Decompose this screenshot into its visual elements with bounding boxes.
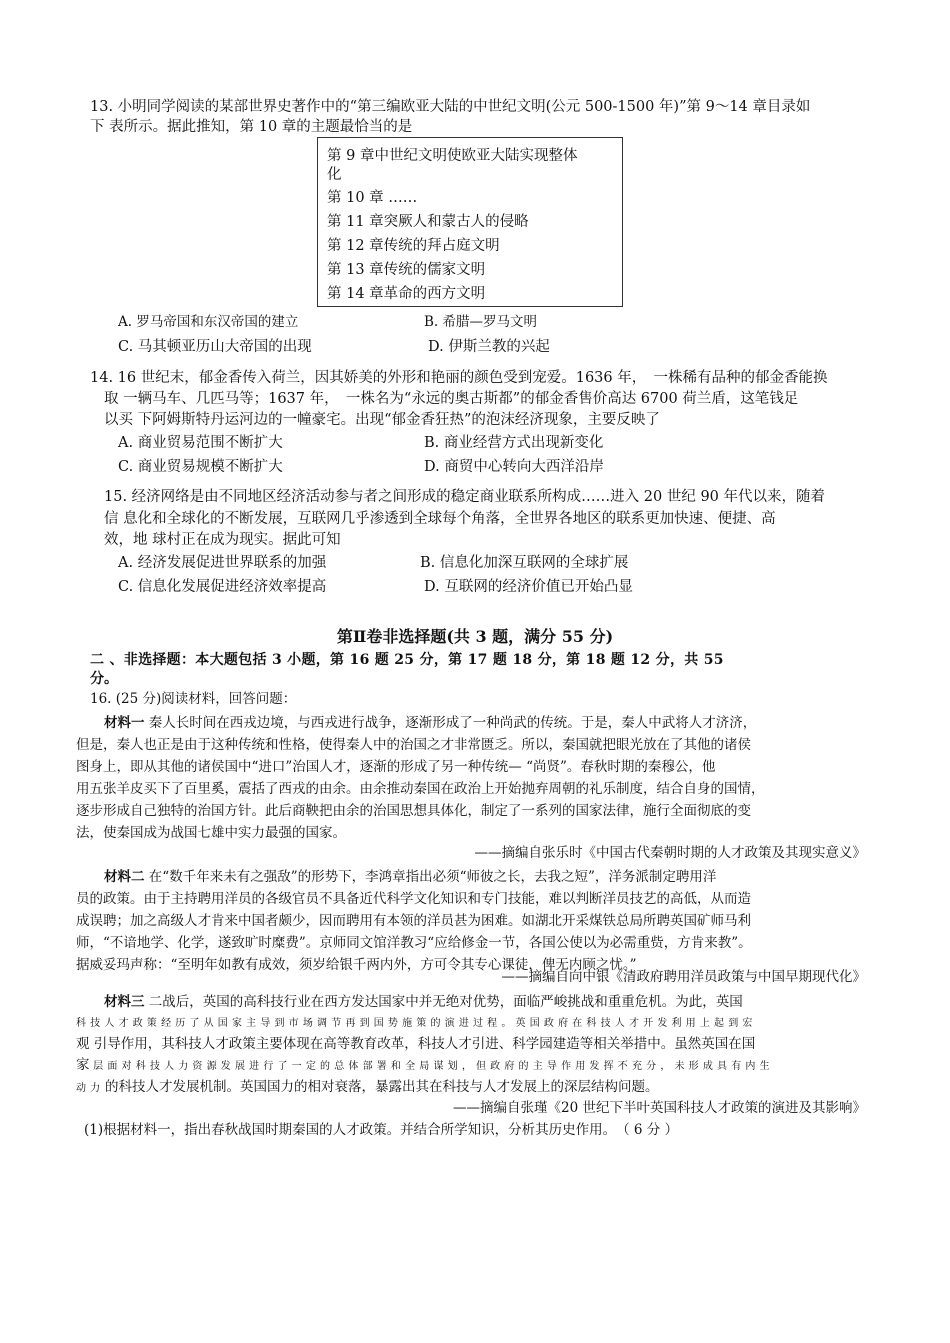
q14-option-a: A. 商业贸易范围不断扩大 — [118, 435, 283, 451]
q16-material-1-source: ——摘编自张乐时《中国古代秦朝时期的人才政策及其现实意义》 — [474, 845, 866, 861]
q16-material-1-line-5: 逐步形成自己独特的治国方针。此后商鞅把由余的治国思想具体化，制定了一系列的国家法律，施行全面彻底的变 — [76, 803, 751, 819]
material-text: 在“数千年来未有之强敌”的形势下，李鸿章指出必须“师彼之长，去我之短”，洋务派制定聘用洋 — [144, 869, 717, 885]
material-1-label: 材料一 — [104, 715, 145, 731]
section-2-title: 第Ⅱ卷非选择题(共 3 题，满分 55 分) — [336, 627, 614, 646]
q13-option-c: C. 马其顿亚历山大帝国的出现 — [118, 339, 312, 355]
q15-stem-line-2: 信 息化和全球化的不断发展，互联网几乎渗透到全球每个角落，全世界各地区的联系更加快速、便捷、高 — [104, 511, 776, 527]
toc-item: 化 — [327, 167, 342, 183]
q16-material-2-line-4: 师，“不谙地学、化学，遂致旷时糜费”。京师同文馆洋教习“应给修金一节，各国公使以为必需重赀，方肯来教”。 — [76, 935, 752, 951]
toc-item: 第 10 章 …… — [327, 190, 418, 206]
q16-material-3-source: ——摘编自张瑾《20 世纪下半叶英国科技人才政策的演进及其影响》 — [453, 1100, 866, 1116]
q15-option-c: C. 信息化发展促进经济效率提高 — [118, 579, 327, 595]
toc-item: 第 9 章中世纪文明使欧亚大陆实现整体 — [327, 148, 578, 164]
q13-table-of-contents — [317, 137, 623, 307]
q14-option-d: D. 商贸中心转向大西洋沿岸 — [424, 459, 604, 475]
toc-item: 第 14 章革命的西方文明 — [327, 286, 486, 302]
q16-material-2-line-3: 成误聘；加之高级人才肯来中国者颇少，因而聘用有本领的洋员甚为困难。如湖北开采煤铁总局所聘英国矿师马利 — [76, 913, 751, 929]
q14-stem-line-2: 取 一辆马车、几匹马等；1637 年， 一株名为“永远的奥古斯都”的郁金香售价高达 6700 荷兰盾，这笔钱足 — [104, 391, 799, 407]
material-text: 层 面 对 科 技 人 力 资 源 发 展 进 行 了 一 定 的 总 体 部 署 和 全 局 谋 划 ， 但 政 府 的 主 导 作 用 发 挥 不 充 分 ， 未 形 成 具 有 内 生 — [89, 1061, 771, 1072]
q16-material-3-line-3: 观 引导作用，其科技人才政策主要体现在高等教育改革，科技人才引进、科学园建造等相关举措中。虽然英国在国 — [76, 1036, 756, 1052]
q16-material-3-line-2: 科 技 人 才 政 策 经 历 了 从 国 家 主 导 到 市 场 调 节 再 到 国 势 施 策 的 演 进 过 程 。 英 国 政 府 在 科 技 人 才 开 发 利 用 上 起 到 宏 — [76, 1018, 753, 1029]
q16-material-1-line-2: 但是，秦人也正是由于这种传统和性格，使得秦人中的治国之才非常匮乏。所以，秦国就把眼光放在了其他的诸侯 — [76, 737, 751, 753]
q13-option-a: A. 罗马帝国和东汉帝国的建立 — [118, 314, 299, 330]
section-2-instruction-line-1: 二 、非选择题：本大题包括 3 小题，第 16 题 25 分，第 17 题 18 分，第 18 题 12 分，共 55 — [90, 652, 724, 668]
q15-option-d: D. 互联网的经济价值已开始凸显 — [424, 579, 633, 595]
q16-material-1-line-6: 法，使秦国成为战国七雄中实力最强的国家。 — [76, 825, 346, 841]
q14-option-c: C. 商业贸易规模不断扩大 — [118, 459, 283, 475]
material-2-label: 材料二 — [104, 869, 145, 885]
section-2-instruction-line-2: 分。 — [90, 671, 118, 687]
q13-stem-line-2: 下 表所示。据此推知，第 10 章的主题最恰当的是 — [90, 119, 413, 135]
q16-material-2-line-2: 员的政策。由于主持聘用洋员的各级官员不具备近代科学文化知识和专门技能，难以判断洋员技艺的高低，从而造 — [76, 891, 751, 907]
q16-material-1-line-3: 图身上，即从其他的诸侯国中“进口”治国人才，逐渐的形成了另一种传统— “尚贤”。春秋时期的秦穆公，他 — [76, 759, 716, 775]
q16-material-3-line-1 — [104, 992, 743, 1012]
material-text: 二战后，英国的高科技行业在西方发达国家中并无绝对优势，面临严峻挑战和重重危机。为此，英国 — [144, 994, 743, 1010]
toc-item: 第 12 章传统的拜占庭文明 — [327, 238, 500, 254]
material-3-label: 材料三 — [104, 994, 145, 1010]
q13-option-b: B. 希腊—罗马文明 — [424, 314, 538, 330]
q16-material-3-line-5 — [76, 1077, 658, 1099]
toc-item: 第 13 章传统的儒家文明 — [327, 262, 486, 278]
q16-material-2-line-1 — [104, 867, 716, 887]
material-text: 动 力 — [76, 1083, 101, 1094]
material-text: 家 — [76, 1057, 90, 1073]
toc-item: 第 11 章突厥人和蒙古人的侵略 — [327, 214, 529, 230]
q13-option-d: D. 伊斯兰教的兴起 — [428, 339, 550, 355]
q14-stem-line-3: 以买 下阿姆斯特丹运河边的一幢豪宅。出现“郁金香狂热”的泡沫经济现象，主要反映了 — [104, 412, 660, 428]
q16-material-1-line-1 — [104, 713, 756, 733]
q16-material-2-source: ——摘编自向中银《清政府聘用洋员政策与中国早期现代化》 — [501, 969, 866, 985]
q16-stem: 16. (25 分)阅读材料，回答问题： — [90, 691, 297, 707]
q15-option-b: B. 信息化加深互联网的全球扩展 — [420, 555, 629, 571]
q15-stem-line-3: 效，地 球村正在成为现实。据此可知 — [104, 532, 341, 548]
q13-stem-line-1: 13. 小明同学阅读的某部世界史著作中的“第三编欧亚大陆的中世纪文明(公元 500-1500 年)”第 9～14 章目录如 — [90, 99, 811, 115]
q15-option-a: A. 经济发展促进世界联系的加强 — [118, 555, 327, 571]
q16-sub-question-1: (1)根据材料一，指出春秋战国时期秦国的人才政策。并结合所学知识，分析其历史作用。 （ 6 分 ） — [84, 1122, 679, 1138]
material-text: 秦人长时间在西戎边境，与西戎进行战争，逐渐形成了一种尚武的传统。于是，秦人中武将人才济济， — [144, 715, 757, 731]
q14-stem-line-1: 14. 16 世纪末，郁金香传入荷兰，因其娇美的外形和艳丽的颜色受到宠爱。1636 年， 一株稀有品种的郁金香能换 — [90, 370, 828, 386]
q16-material-1-line-4: 用五张羊皮买下了百里奚，震括了西戎的由余。由余推动秦国在政治上开始抛弃周朝的礼乐制度，结合自身的国情， — [76, 781, 765, 797]
q14-option-b: B. 商业经营方式出现新变化 — [424, 435, 604, 451]
material-text: 的科技人才发展机制。英国国力的相对衰落，暴露出其在科技与人才发展上的深层结构问题。 — [100, 1079, 659, 1095]
q16-material-2-line-5: 据威妥玛声称：“至明年如教有成效，须岁给银千两内外，方可令其专心课徒，俾无内顾之忧。” — [76, 957, 637, 973]
q16-material-3-line-4 — [76, 1055, 770, 1077]
q15-stem-line-1: 15. 经济网络是由不同地区经济活动参与者之间形成的稳定商业联系所构成……进入 20 世纪 90 年代以来，随着 — [104, 489, 826, 505]
